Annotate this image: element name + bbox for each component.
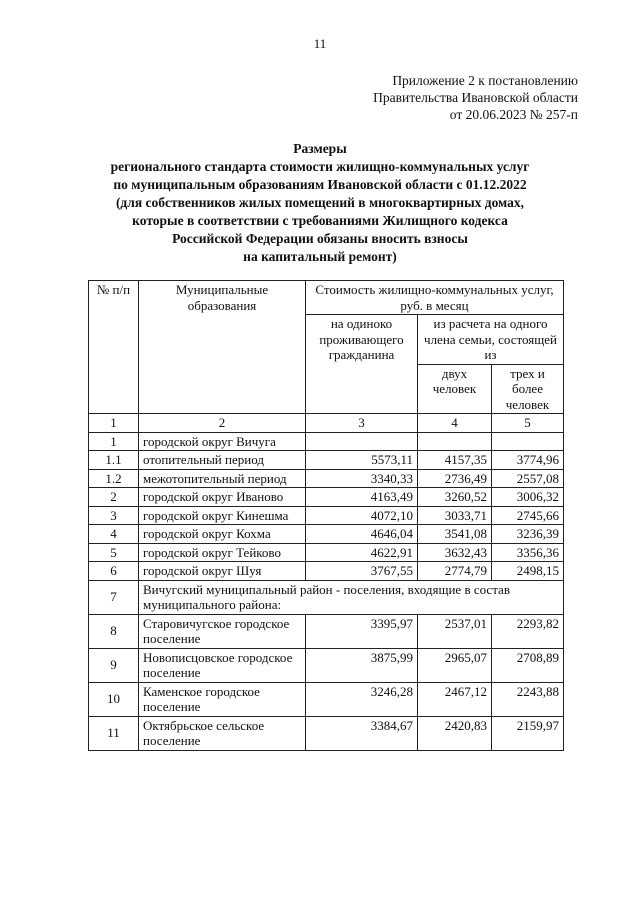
cost-three-plus: 3236,39: [492, 525, 564, 544]
row-number: 1.1: [89, 451, 139, 470]
municipality-name: городской округ Кинешма: [139, 506, 306, 525]
heading-line: на капитальный ремонт): [243, 249, 397, 264]
cost-three-plus: 3006,32: [492, 488, 564, 507]
cost-two: 2774,79: [418, 562, 492, 581]
cost-three-plus: 2557,08: [492, 469, 564, 488]
heading-line: (для собственников жилых помещений в многоквартирных домах,: [115, 195, 525, 210]
heading-line: Российской Федерации обязаны вносить взносы: [172, 231, 468, 246]
cost-three-plus: 2159,97: [492, 716, 564, 750]
table-row: [89, 648, 564, 682]
municipality-name: межотопительный период: [139, 469, 306, 488]
rates-table: [88, 280, 564, 751]
row-number: 5: [89, 543, 139, 562]
cost-three-plus: [492, 432, 564, 451]
table-row: [89, 543, 564, 562]
page-number: 11: [313, 36, 327, 51]
header-per-member: из расчета на одного члена семьи, состоящей из: [418, 315, 564, 365]
row-number: 1.2: [89, 469, 139, 488]
cost-three-plus: 2708,89: [492, 648, 564, 682]
cost-single: 3395,97: [306, 614, 418, 648]
table-row: [89, 488, 564, 507]
municipality-name: Старовичугское городское поселение: [139, 614, 306, 648]
cost-single: 3246,28: [306, 682, 418, 716]
cost-three-plus: 3774,96: [492, 451, 564, 470]
cost-three-plus: 2293,82: [492, 614, 564, 648]
municipality-name: городской округ Шуя: [139, 562, 306, 581]
cost-two: 2736,49: [418, 469, 492, 488]
header-no: № п/п: [89, 281, 139, 414]
cost-single: 3767,55: [306, 562, 418, 581]
header-three-plus: трех и более человек: [492, 364, 564, 414]
cost-single: 4072,10: [306, 506, 418, 525]
cost-single: 4622,91: [306, 543, 418, 562]
header-single: на одиноко проживающего гражданина: [306, 315, 418, 414]
row-number: 6: [89, 562, 139, 581]
cost-two: 3033,71: [418, 506, 492, 525]
cost-two: 3632,43: [418, 543, 492, 562]
table-row: [89, 525, 564, 544]
column-number: 4: [418, 414, 492, 433]
appendix-note: [373, 72, 578, 123]
cost-two: 2420,83: [418, 716, 492, 750]
section-title: Вичугский муниципальный район - поселения, входящие в состав муниципального района:: [139, 580, 564, 614]
municipality-name: городской округ Тейково: [139, 543, 306, 562]
row-number: 8: [89, 614, 139, 648]
heading-line: регионального стандарта стоимости жилищно-коммунальных услуг: [110, 159, 530, 174]
municipality-name: городской округ Кохма: [139, 525, 306, 544]
column-number: 1: [89, 414, 139, 433]
table-row: [89, 469, 564, 488]
table-row: [89, 716, 564, 750]
column-number: 5: [492, 414, 564, 433]
row-number: 4: [89, 525, 139, 544]
row-number: 9: [89, 648, 139, 682]
cost-three-plus: 2498,15: [492, 562, 564, 581]
appendix-line: от 20.06.2023 № 257-п: [449, 107, 578, 122]
cost-single: 3875,99: [306, 648, 418, 682]
row-number: 7: [89, 580, 139, 614]
table-row: [89, 682, 564, 716]
row-number: 2: [89, 488, 139, 507]
column-number-row: [89, 414, 564, 433]
header-cost: Стоимость жилищно-коммунальных услуг, руб. в месяц: [306, 281, 564, 315]
municipality-name: Каменское городское поселение: [139, 682, 306, 716]
cost-single: 3384,67: [306, 716, 418, 750]
header-two: двух человек: [418, 364, 492, 414]
table-row: [89, 562, 564, 581]
row-number: 3: [89, 506, 139, 525]
column-number: 2: [139, 414, 306, 433]
appendix-line: Приложение 2 к постановлению: [392, 73, 578, 88]
cost-two: [418, 432, 492, 451]
heading-line: Размеры: [293, 141, 347, 156]
cost-single: 3340,33: [306, 469, 418, 488]
cost-three-plus: 2243,88: [492, 682, 564, 716]
cost-single: 4646,04: [306, 525, 418, 544]
row-number: 1: [89, 432, 139, 451]
cost-two: 3260,52: [418, 488, 492, 507]
municipality-name: Новописцовское городское поселение: [139, 648, 306, 682]
heading-line: которые в соответствии с требованиями Жилищного кодекса: [132, 213, 508, 228]
table-row: [89, 614, 564, 648]
row-number: 11: [89, 716, 139, 750]
section-row: [89, 580, 564, 614]
cost-two: 2467,12: [418, 682, 492, 716]
header-municipality: Муниципальные образования: [139, 281, 306, 414]
document-heading: [60, 140, 580, 266]
cost-three-plus: 2745,66: [492, 506, 564, 525]
cost-two: 4157,35: [418, 451, 492, 470]
header-row: [89, 281, 564, 315]
table-row: [89, 451, 564, 470]
cost-two: 2965,07: [418, 648, 492, 682]
column-number: 3: [306, 414, 418, 433]
municipality-name: городской округ Иваново: [139, 488, 306, 507]
municipality-name: отопительный период: [139, 451, 306, 470]
cost-single: 4163,49: [306, 488, 418, 507]
cost-single: 5573,11: [306, 451, 418, 470]
table-row: [89, 432, 564, 451]
heading-line: по муниципальным образованиям Ивановской области с 01.12.2022: [113, 177, 527, 192]
cost-two: 3541,08: [418, 525, 492, 544]
cost-three-plus: 3356,36: [492, 543, 564, 562]
cost-two: 2537,01: [418, 614, 492, 648]
municipality-name: городской округ Вичуга: [139, 432, 306, 451]
municipality-name: Октябрьское сельское поселение: [139, 716, 306, 750]
row-number: 10: [89, 682, 139, 716]
table-row: [89, 506, 564, 525]
appendix-line: Правительства Ивановской области: [373, 90, 578, 105]
cost-single: [306, 432, 418, 451]
